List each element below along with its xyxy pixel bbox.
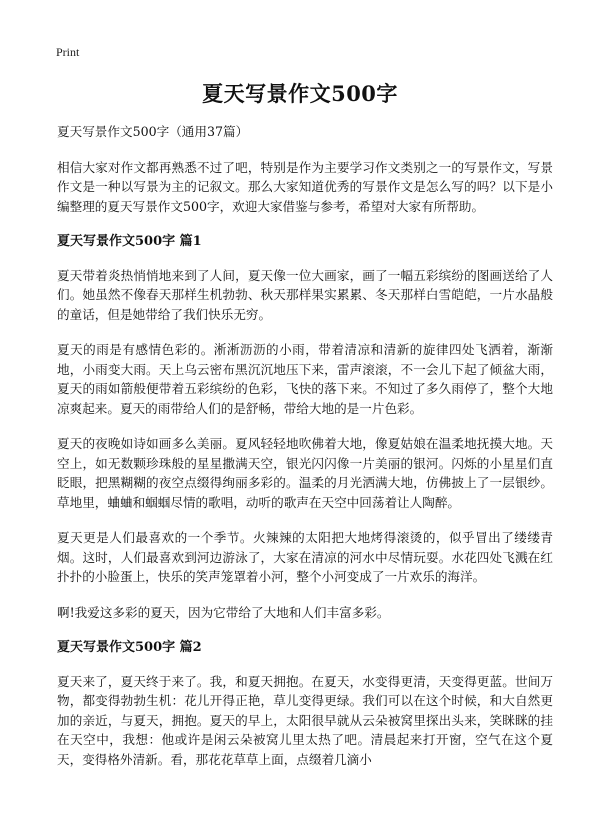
- article-subtitle: 夏天写景作文500字（通用37篇）: [57, 124, 249, 139]
- paragraph: 夏天来了，夏天终于来了。我，和夏天拥抱。在夏天，水变得更清，天变得更蓝。世间万物，都变得勃勃生机：花儿开得正艳，草儿变得更绿。我们可以在这个时候，和大自然更加的亲近，与夏天，拥抱。夏天的早上，太阳很早就从云朵被窝里探出头来，笑眯眯的挂在天空中，我想：他或许是闲云朵被窝儿里太热了吧。清晨起来打开窗，空气在这个夏天，变得格外清新。看，那花花草草上面，点缀着几滴小: [57, 673, 553, 767]
- section-heading: 夏天写景作文500字 篇2: [57, 640, 202, 655]
- intro-paragraph: 相信大家对作文都再熟悉不过了吧，特别是作为主要学习作文类别之一的写景作文，写景作文是一种以写景为主的记叙文。那么大家知道优秀的写景作文是怎么写的吗？以下是小编整理的夏天写景作文500字，欢迎大家借鉴与参考，希望对大家有所帮助。: [57, 159, 553, 214]
- page-title: 夏天写景作文500字: [202, 81, 398, 106]
- paragraph: 夏天的雨是有感情色彩的。淅淅沥沥的小雨，带着清凉和清新的旋律四处飞洒着，渐渐地，小雨变大雨。天上乌云密布黑沉沉地压下来，雷声滚滚，不一会儿下起了倾盆大雨，夏天的雨如箭般便带着五彩缤纷的色彩，飞快的落下来。不知过了多久雨停了，整个大地凉爽起来。夏天的雨带给人们的是舒畅，带给大地的是一片色彩。: [57, 342, 553, 416]
- paragraph: 夏天的夜晚如诗如画多么美丽。夏风轻轻地吹佛着大地，像夏姑娘在温柔地抚摸大地。天空上，如无数颗珍珠般的星星撒满天空，银光闪闪像一片美丽的银河。闪烁的小星星们直眨眼，把黑糊糊的夜空点缀得绚丽多彩的。温柔的月光洒满大地，仿佛披上了一层银纱。草地里，蛐蛐和蝈蝈尽情的歌唱，动听的歌声在天空中回荡着让人陶醉。: [57, 436, 553, 510]
- section-heading: 夏天写景作文500字 篇1: [57, 234, 202, 249]
- paragraph: 夏天带着炎热悄悄地来到了人间，夏天像一位大画家，画了一幅五彩缤纷的图画送给了人们。她虽然不像春天那样生机勃勃、秋天那样果实累累、冬天那样白雪皑皑，一片水晶般的童话，但是她带给了我们快乐无穷。: [57, 267, 553, 322]
- paragraph: 啊!我爱这多彩的夏天，因为它带给了大地和人们丰富多彩。: [57, 604, 390, 620]
- paragraph: 夏天更是人们最喜欢的一个季节。火辣辣的太阳把大地烤得滚烫的，似乎冒出了缕缕青烟。这时，人们最喜欢到河边游泳了，大家在清凉的河水中尽情玩耍。水花四处飞溅在红扑扑的小脸蛋上，快乐的笑声笼罩着小河，整个小河变成了一片欢乐的海洋。: [57, 530, 553, 584]
- article-body: [57, 122, 553, 785]
- print-label[interactable]: Print: [56, 45, 80, 59]
